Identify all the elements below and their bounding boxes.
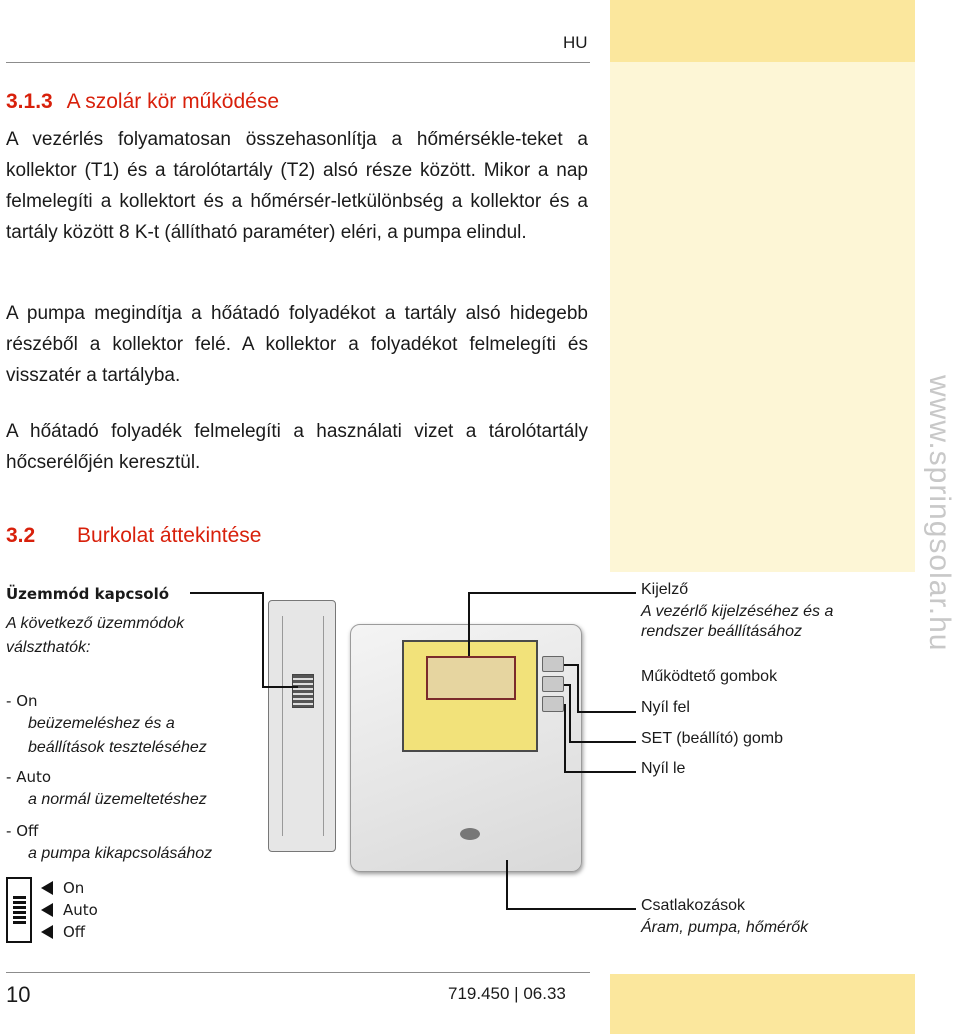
page-number: 10	[6, 982, 31, 1007]
paragraph-2: A pumpa megindítja a hőátadó folyadékot a tartály alsó hidegebb részéből a kollektor felé. A kollektor a folyadékot felmelegíti és visszatér a tartályba.	[6, 303, 588, 386]
leader-line-down	[564, 771, 636, 773]
mode-auto-name: Auto	[16, 768, 52, 786]
switch-label-on: On	[63, 879, 85, 897]
paragraph-3: A hőátadó folyadék felmelegíti a használati vizet a tárolótartály hőcserélőjén keresztül.	[6, 421, 588, 473]
leader-line-up-vertical	[577, 664, 579, 712]
website-watermark: www.springsolar.hu	[923, 375, 956, 652]
leader-line-set	[569, 741, 636, 743]
document-number: 719.450 | 06.33	[448, 984, 566, 1003]
controller-up-button	[542, 656, 564, 672]
header-color-tab	[610, 0, 915, 62]
mode-switch-bars-icon	[13, 896, 26, 924]
leader-line-connections-vertical	[506, 860, 508, 910]
mode-off-label: - Off	[6, 822, 39, 840]
connections-label: Csatlakozások	[641, 897, 746, 914]
arrow-down-label: Nyíl le	[641, 760, 686, 777]
side-color-column	[610, 62, 915, 572]
switch-label-off: Off	[63, 923, 86, 941]
section-32-heading	[6, 524, 261, 548]
header-rule	[6, 62, 590, 63]
leader-line-mode-vertical	[262, 592, 264, 688]
language-code: HU	[563, 33, 588, 52]
set-button-label: SET (beállító) gomb	[641, 730, 783, 747]
paragraph-1: A vezérlés folyamatosan összehasonlítja a hőmérsékle-teket a kollektor (T1) és a tárolótartály (T2) alsó része között. Mikor a nap felmelegíti a kollektort és a hőmérsér-letkülönbség a kollektor és a tartály között 8 K-t (állítható paraméter) eléri, a pumpa elindul.	[6, 129, 588, 243]
controller-display-window	[426, 656, 516, 700]
leader-line-display	[468, 592, 636, 594]
connections-description: Áram, pumpa, hőmérők	[641, 919, 809, 936]
arrow-left-icon	[41, 925, 53, 939]
controller-mode-slider	[292, 674, 314, 708]
leader-line-set-vertical	[569, 684, 571, 742]
mode-on-name: On	[16, 692, 38, 710]
mode-switch-title: Üzemmód kapcsoló	[6, 585, 170, 603]
switch-label-auto: Auto	[63, 901, 98, 919]
controller-set-button	[542, 676, 564, 692]
mode-switch-intro: A következő üzemmódok válszthatók:	[6, 615, 185, 656]
buttons-label: Működtető gombok	[641, 668, 778, 685]
section-32-number: 3.2	[6, 524, 36, 547]
arrow-left-icon	[41, 903, 53, 917]
mode-auto-label: - Auto	[6, 768, 52, 786]
mode-off-name: Off	[16, 822, 39, 840]
section-32-title: Burkolat áttekintése	[77, 524, 262, 547]
section-313-heading	[6, 90, 279, 114]
controller-logo	[460, 828, 480, 840]
leader-line-connections	[506, 908, 636, 910]
mode-on-label: - On	[6, 692, 38, 710]
mode-off-desc: a pumpa kikapcsolásához	[28, 845, 213, 862]
controller-down-button	[542, 696, 564, 712]
section-313-title: A szolár kör működése	[66, 90, 279, 113]
footer-color-tab	[610, 974, 915, 1034]
leader-line-mode-title	[190, 592, 264, 594]
leader-line-display-vertical	[468, 592, 470, 656]
footer-rule	[6, 972, 590, 973]
leader-line-down-vertical	[564, 704, 566, 772]
display-label: Kijelző	[641, 581, 689, 598]
leader-line-up	[577, 711, 636, 713]
leader-line-up-stub	[564, 664, 578, 666]
leader-line-mode-slider	[262, 686, 298, 688]
arrow-up-label: Nyíl fel	[641, 699, 690, 716]
mode-auto-desc: a normál üzemeltetéshez	[28, 791, 207, 808]
section-313-number: 3.1.3	[6, 90, 53, 113]
display-description: A vezérlő kijelzéséhez és a rendszer beállításához	[641, 603, 834, 640]
mode-on-desc: beüzemeléshez és a beállítások teszteléséhez	[28, 715, 207, 756]
arrow-left-icon	[41, 881, 53, 895]
controller-side-panel	[282, 616, 324, 836]
